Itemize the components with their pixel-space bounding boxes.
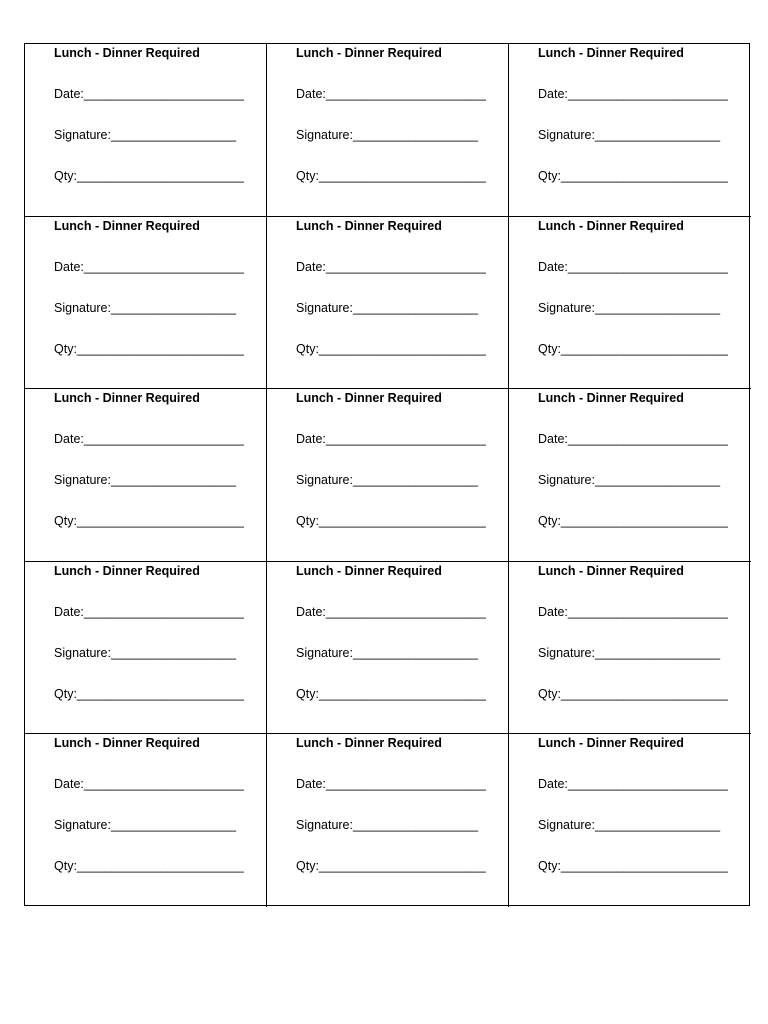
qty-field: Qty:________________________ [538,859,728,874]
ticket-title: Lunch - Dinner Required [538,46,684,60]
qty-field: Qty:________________________ [296,341,486,356]
ticket-title: Lunch - Dinner Required [54,563,200,578]
qty-field: Qty:________________________ [296,169,486,183]
date-field: Date:_______________________ [54,259,244,274]
ticket-title: Lunch - Dinner Required [538,563,684,578]
qty-field: Qty:________________________ [54,859,244,874]
signature-field: Signature:__________________ [296,473,479,488]
signature-field: Signature:__________________ [538,300,721,315]
meal-ticket-sheet [24,43,750,906]
ticket-title: Lunch - Dinner Required [296,563,442,578]
qty-field: Qty:________________________ [54,341,244,356]
signature-field: Signature:__________________ [54,473,237,488]
qty-field: Qty:________________________ [296,859,486,874]
qty-field: Qty:________________________ [538,341,728,356]
signature-field: Signature:__________________ [538,645,721,660]
signature-field: Signature:__________________ [538,473,721,488]
date-field: Date:_______________________ [538,432,728,447]
date-field: Date:_______________________ [296,777,486,792]
date-field: Date:_______________________ [296,604,486,619]
meal-ticket [25,217,267,390]
meal-ticket [25,734,267,907]
meal-ticket [509,217,751,390]
signature-field: Signature:__________________ [296,128,479,142]
ticket-title: Lunch - Dinner Required [538,391,684,406]
signature-field: Signature:__________________ [296,645,479,660]
signature-field: Signature:__________________ [54,645,237,660]
meal-ticket [267,562,509,735]
date-field: Date:_______________________ [296,259,486,274]
qty-field: Qty:________________________ [54,514,244,529]
meal-ticket [509,734,751,907]
date-field: Date:_______________________ [538,777,728,792]
meal-ticket [509,562,751,735]
ticket-title: Lunch - Dinner Required [54,46,200,60]
date-field: Date:_______________________ [538,259,728,274]
qty-field: Qty:________________________ [54,686,244,701]
meal-ticket [25,389,267,562]
qty-field: Qty:________________________ [296,514,486,529]
date-field: Date:_______________________ [54,777,244,792]
ticket-title: Lunch - Dinner Required [296,736,442,751]
date-field: Date:_______________________ [538,604,728,619]
date-field: Date:_______________________ [54,432,244,447]
meal-ticket [25,44,267,217]
date-field: Date:_______________________ [54,87,244,101]
qty-field: Qty:________________________ [538,169,728,183]
qty-field: Qty:________________________ [538,514,728,529]
meal-ticket [25,562,267,735]
signature-field: Signature:__________________ [54,128,237,142]
meal-ticket [267,389,509,562]
qty-field: Qty:________________________ [54,169,244,183]
date-field: Date:_______________________ [296,432,486,447]
ticket-title: Lunch - Dinner Required [54,736,200,751]
ticket-title: Lunch - Dinner Required [54,391,200,406]
ticket-title: Lunch - Dinner Required [296,46,442,60]
signature-field: Signature:__________________ [538,128,721,142]
ticket-title: Lunch - Dinner Required [54,218,200,233]
meal-ticket [267,217,509,390]
meal-ticket [267,44,509,217]
ticket-title: Lunch - Dinner Required [538,736,684,751]
ticket-title: Lunch - Dinner Required [296,391,442,406]
date-field: Date:_______________________ [296,87,486,101]
signature-field: Signature:__________________ [296,300,479,315]
ticket-title: Lunch - Dinner Required [296,218,442,233]
signature-field: Signature:__________________ [538,818,721,833]
qty-field: Qty:________________________ [296,686,486,701]
date-field: Date:_______________________ [538,87,728,101]
signature-field: Signature:__________________ [54,300,237,315]
meal-ticket [509,44,751,217]
qty-field: Qty:________________________ [538,686,728,701]
meal-ticket [267,734,509,907]
meal-ticket [509,389,751,562]
signature-field: Signature:__________________ [54,818,237,833]
date-field: Date:_______________________ [54,604,244,619]
signature-field: Signature:__________________ [296,818,479,833]
ticket-title: Lunch - Dinner Required [538,218,684,233]
